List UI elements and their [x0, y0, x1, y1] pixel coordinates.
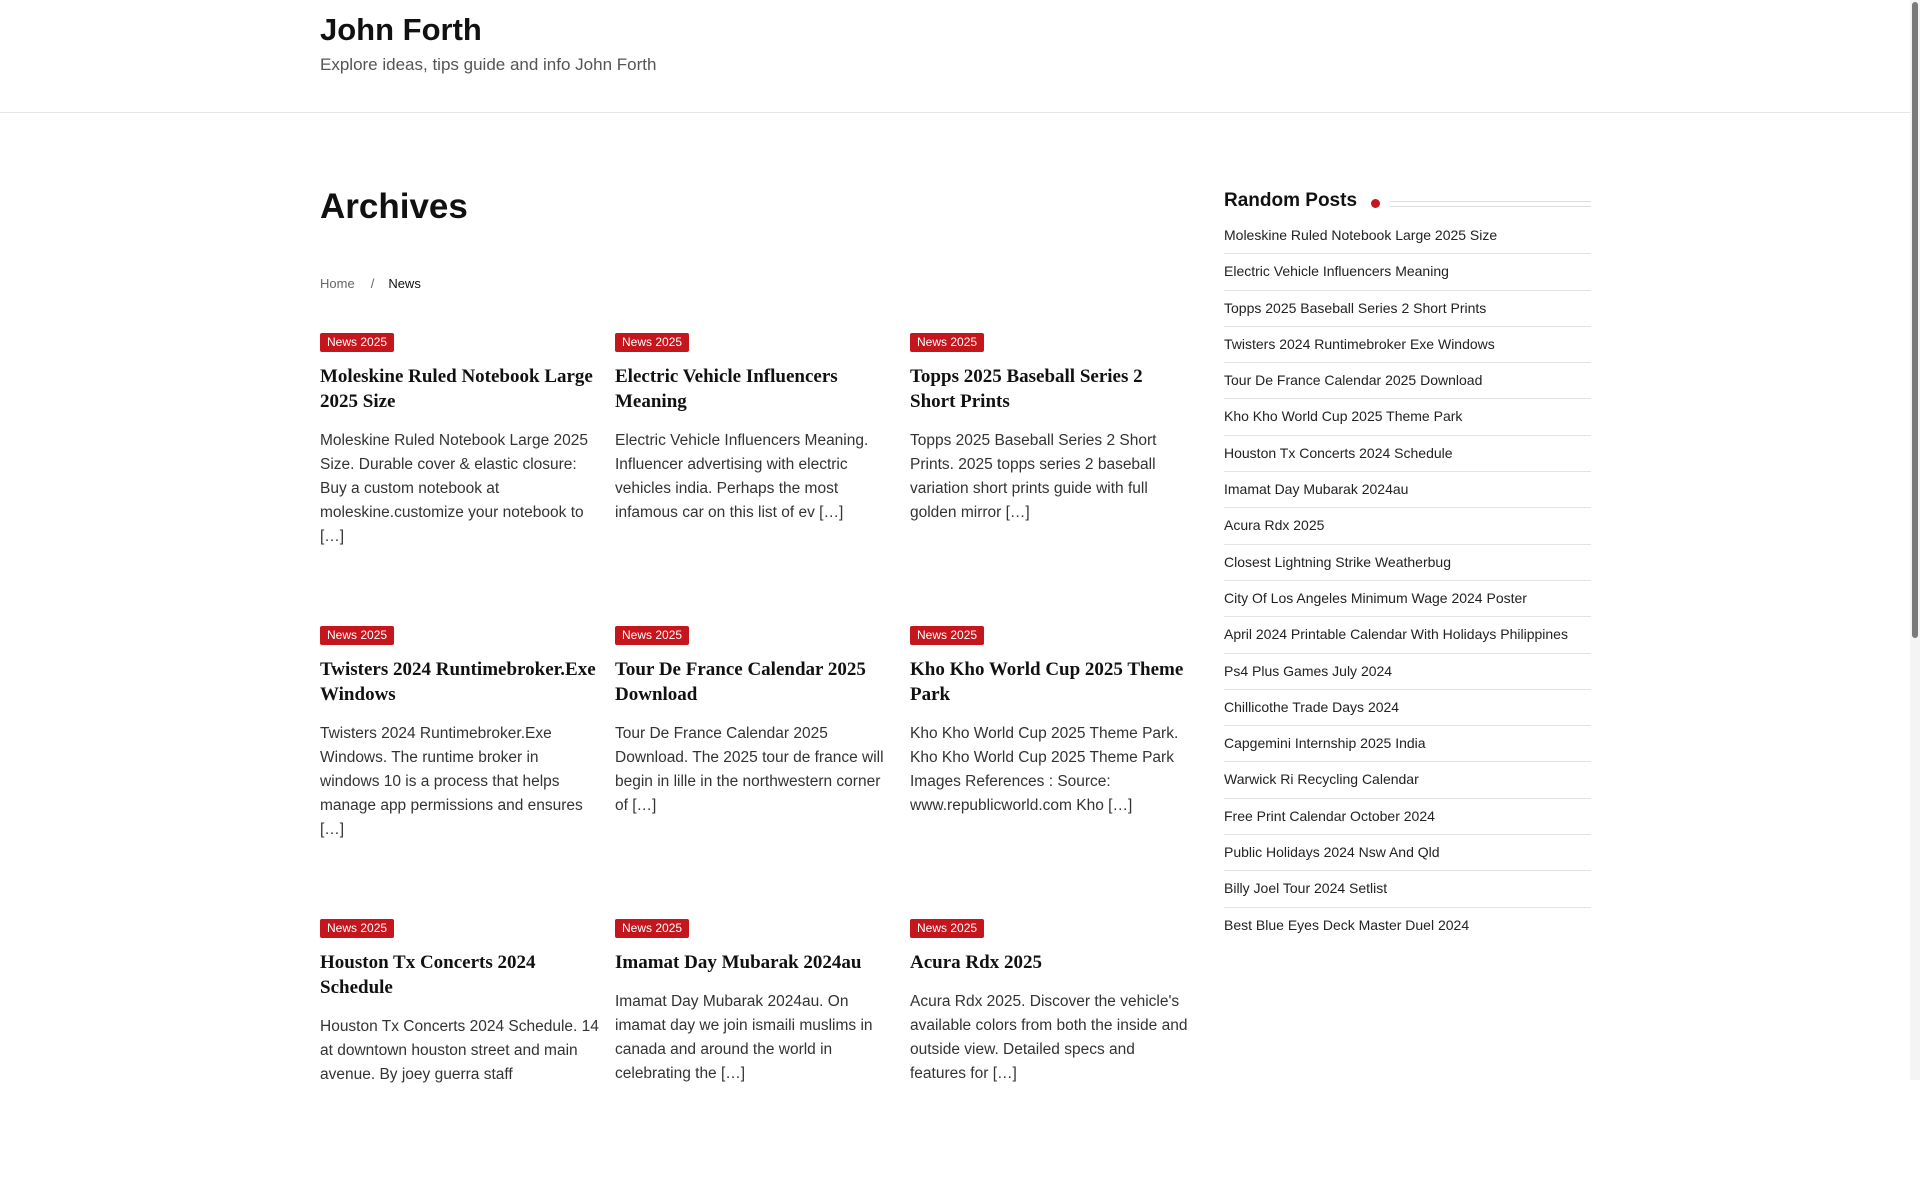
category-badge[interactable]: News 2025 — [615, 333, 689, 352]
site-header — [0, 0, 1910, 113]
scrollbar-thumb[interactable] — [1912, 2, 1918, 638]
random-post-link[interactable]: Closest Lightning Strike Weatherbug — [1224, 545, 1591, 581]
random-post-link[interactable]: Moleskine Ruled Notebook Large 2025 Size — [1224, 218, 1591, 254]
post-card — [615, 626, 895, 904]
site-tagline: Explore ideas, tips guide and info John Forth — [320, 55, 657, 74]
random-post-link[interactable]: Electric Vehicle Influencers Meaning — [1224, 254, 1591, 290]
post-title-link[interactable]: Kho Kho World Cup 2025 Theme Park — [910, 659, 1184, 705]
post-excerpt: Electric Vehicle Influencers Meaning. Influencer advertising with electric vehicles india. Perhaps the most infamous car on this list of ev […] — [615, 432, 869, 521]
post-excerpt: Twisters 2024 Runtimebroker.Exe Windows. The runtime broker in windows 10 is a process that helps manage app permissions and ensures […] — [320, 725, 583, 838]
post-excerpt: Topps 2025 Baseball Series 2 Short Prints. 2025 topps series 2 baseball variation short prints guide with full golden mirror […] — [910, 432, 1157, 521]
category-badge[interactable]: News 2025 — [910, 333, 984, 352]
post-card — [320, 333, 600, 611]
post-title-link[interactable]: Tour De France Calendar 2025 Download — [615, 659, 866, 705]
post-title-link[interactable]: Electric Vehicle Influencers Meaning — [615, 366, 838, 412]
breadcrumb-current: News — [388, 276, 421, 291]
category-badge[interactable]: News 2025 — [615, 626, 689, 645]
posts-grid — [320, 333, 1190, 1197]
post-title-link[interactable]: Twisters 2024 Runtimebroker.Exe Windows — [320, 659, 596, 705]
post-card — [615, 333, 895, 611]
random-post-link[interactable]: Capgemini Internship 2025 India — [1224, 726, 1591, 762]
post-card — [910, 919, 1190, 1197]
random-post-link[interactable]: Tour De France Calendar 2025 Download — [1224, 363, 1591, 399]
category-badge[interactable]: News 2025 — [320, 333, 394, 352]
random-post-link[interactable]: City Of Los Angeles Minimum Wage 2024 Poster — [1224, 581, 1591, 617]
widget-title: Random Posts — [1224, 190, 1365, 212]
random-post-link[interactable]: Twisters 2024 Runtimebroker Exe Windows — [1224, 327, 1591, 363]
breadcrumb — [320, 276, 421, 291]
random-post-link[interactable]: Kho Kho World Cup 2025 Theme Park — [1224, 399, 1591, 435]
breadcrumb-home-link[interactable]: Home — [320, 276, 355, 291]
category-badge[interactable]: News 2025 — [615, 919, 689, 938]
post-title-link[interactable]: Acura Rdx 2025 — [910, 952, 1042, 973]
post-title-link[interactable]: Imamat Day Mubarak 2024au — [615, 952, 862, 973]
category-badge[interactable]: News 2025 — [910, 626, 984, 645]
scrollbar[interactable] — [1910, 0, 1920, 1080]
random-post-link[interactable]: Best Blue Eyes Deck Master Duel 2024 — [1224, 916, 1470, 933]
random-post-link[interactable]: Free Print Calendar October 2024 — [1224, 799, 1591, 835]
post-excerpt: Moleskine Ruled Notebook Large 2025 Size. Durable cover & elastic closure: Buy a custom notebook at moleskine.customize your notebook to […] — [320, 432, 588, 545]
random-post-link[interactable]: Topps 2025 Baseball Series 2 Short Prints — [1224, 291, 1591, 327]
random-post-link[interactable]: Houston Tx Concerts 2024 Schedule — [1224, 436, 1591, 472]
post-card — [320, 626, 600, 904]
site-title-link[interactable]: John Forth — [320, 12, 482, 47]
random-post-link[interactable]: Public Holidays 2024 Nsw And Qld — [1224, 835, 1591, 871]
heading-dot-icon — [1371, 199, 1380, 208]
post-excerpt: Houston Tx Concerts 2024 Schedule. 14 at downtown houston street and main avenue. By joey guerra staff — [320, 1018, 599, 1083]
breadcrumb-separator: / — [370, 276, 375, 291]
random-post-link[interactable]: Billy Joel Tour 2024 Setlist — [1224, 871, 1591, 907]
category-badge[interactable]: News 2025 — [320, 919, 394, 938]
random-post-link[interactable]: Imamat Day Mubarak 2024au — [1224, 472, 1591, 508]
post-title-link[interactable]: Houston Tx Concerts 2024 Schedule — [320, 952, 536, 998]
post-excerpt: Kho Kho World Cup 2025 Theme Park. Kho Kho World Cup 2025 Theme Park Images References : Source: www.republicworld.com Kho […] — [910, 725, 1179, 814]
post-excerpt: Acura Rdx 2025. Discover the vehicle's available colors from both the inside and outside view. Detailed specs and features for […] — [910, 993, 1188, 1082]
post-excerpt: Tour De France Calendar 2025 Download. The 2025 tour de france will begin in lille in the northwestern corner of […] — [615, 725, 884, 814]
heading-divider — [1390, 201, 1591, 207]
random-post-link[interactable]: Warwick Ri Recycling Calendar — [1224, 762, 1591, 798]
post-card — [615, 919, 895, 1197]
category-badge[interactable]: News 2025 — [320, 626, 394, 645]
post-card — [320, 919, 600, 1197]
post-excerpt: Imamat Day Mubarak 2024au. On imamat day we join ismaili muslims in canada and around the world in celebrating the […] — [615, 993, 873, 1082]
random-posts-list — [1224, 218, 1591, 943]
category-badge[interactable]: News 2025 — [910, 919, 984, 938]
sidebar — [1224, 190, 1591, 943]
post-card — [910, 333, 1190, 611]
random-post-link[interactable]: Acura Rdx 2025 — [1224, 508, 1591, 544]
random-posts-heading — [1224, 190, 1591, 218]
random-post-link[interactable]: April 2024 Printable Calendar With Holidays Philippines — [1224, 617, 1591, 653]
post-card — [910, 626, 1190, 904]
random-post-link[interactable]: Chillicothe Trade Days 2024 — [1224, 690, 1591, 726]
page-title: Archives — [320, 187, 468, 226]
post-title-link[interactable]: Moleskine Ruled Notebook Large 2025 Size — [320, 366, 593, 412]
random-post-link[interactable]: Ps4 Plus Games July 2024 — [1224, 654, 1591, 690]
post-title-link[interactable]: Topps 2025 Baseball Series 2 Short Prints — [910, 366, 1143, 412]
